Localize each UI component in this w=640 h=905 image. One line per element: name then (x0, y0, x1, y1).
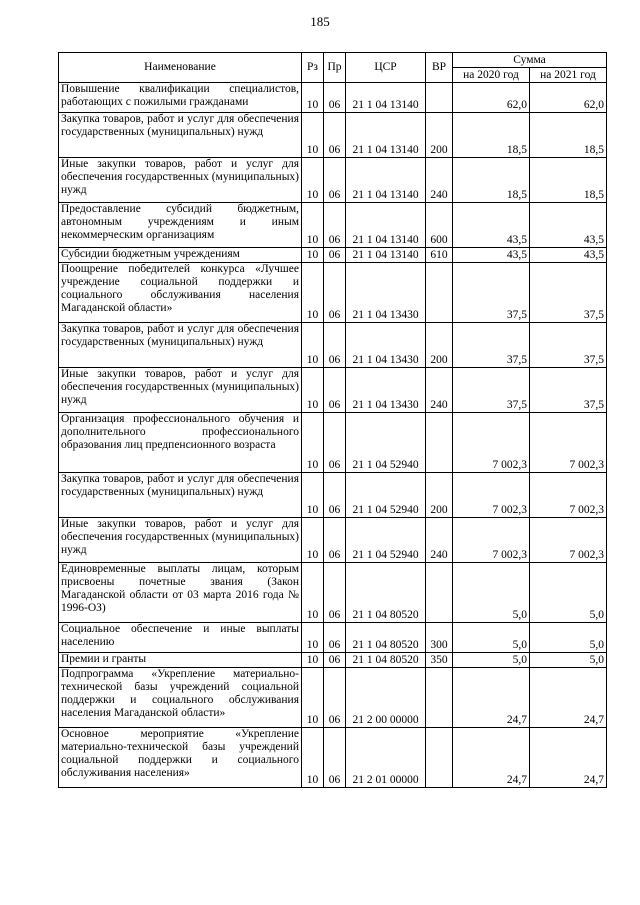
header-year-2021: на 2021 год (530, 68, 607, 83)
row-amount-2020: 7 002,3 (453, 413, 530, 473)
row-rz: 10 (302, 473, 324, 518)
row-amount-2020: 24,7 (453, 668, 530, 728)
row-pr: 06 (324, 473, 346, 518)
row-name: Иные закупки товаров, работ и услуг для обеспечения государственных (муниципальных) нужд (59, 518, 302, 563)
row-amount-2021: 24,7 (530, 668, 607, 728)
table-row (59, 413, 607, 473)
row-csr: 21 1 04 52940 (346, 473, 426, 518)
row-name: Социальное обеспечение и иные выплаты населению (59, 623, 302, 653)
row-vr: 600 (426, 203, 453, 248)
header-pr: Пр (324, 53, 346, 83)
row-name: Закупка товаров, работ и услуг для обеспечения государственных (муниципальных) нужд (59, 113, 302, 158)
row-name: Иные закупки товаров, работ и услуг для обеспечения государственных (муниципальных) нужд (59, 368, 302, 413)
row-pr: 06 (324, 413, 346, 473)
row-name: Премии и гранты (59, 653, 302, 668)
row-amount-2021: 18,5 (530, 113, 607, 158)
row-name: Основное мероприятие «Укрепление материально-технической базы учреждений социальной поддержки и социального обслуживания населения» (59, 728, 302, 788)
row-csr: 21 2 01 00000 (346, 728, 426, 788)
row-vr: 240 (426, 518, 453, 563)
row-amount-2020: 37,5 (453, 368, 530, 413)
row-vr: 240 (426, 158, 453, 203)
row-vr (426, 728, 453, 788)
row-pr: 06 (324, 263, 346, 323)
budget-table (58, 52, 607, 788)
row-pr: 06 (324, 203, 346, 248)
row-rz: 10 (302, 323, 324, 368)
row-amount-2021: 5,0 (530, 653, 607, 668)
table-row (59, 323, 607, 368)
row-rz: 10 (302, 623, 324, 653)
row-rz: 10 (302, 158, 324, 203)
row-amount-2021: 37,5 (530, 323, 607, 368)
row-amount-2021: 7 002,3 (530, 518, 607, 563)
row-pr: 06 (324, 158, 346, 203)
row-vr (426, 413, 453, 473)
header-rz: Рз (302, 53, 324, 83)
row-amount-2020: 5,0 (453, 563, 530, 623)
row-amount-2021: 62,0 (530, 83, 607, 113)
row-amount-2021: 7 002,3 (530, 413, 607, 473)
row-csr: 21 1 04 80520 (346, 623, 426, 653)
row-amount-2021: 24,7 (530, 728, 607, 788)
row-amount-2020: 7 002,3 (453, 473, 530, 518)
row-pr: 06 (324, 113, 346, 158)
row-amount-2020: 18,5 (453, 158, 530, 203)
table-row (59, 668, 607, 728)
row-csr: 21 1 04 13430 (346, 368, 426, 413)
row-csr: 21 2 00 00000 (346, 668, 426, 728)
table-row (59, 368, 607, 413)
row-csr: 21 1 04 13140 (346, 203, 426, 248)
table-row (59, 158, 607, 203)
row-amount-2021: 7 002,3 (530, 473, 607, 518)
row-csr: 21 1 04 80520 (346, 653, 426, 668)
row-amount-2021: 5,0 (530, 623, 607, 653)
table-row (59, 623, 607, 653)
header-year-2020: на 2020 год (453, 68, 530, 83)
row-vr (426, 83, 453, 113)
row-csr: 21 1 04 13140 (346, 83, 426, 113)
table-header (59, 53, 607, 83)
row-amount-2020: 37,5 (453, 263, 530, 323)
table-body (59, 83, 607, 788)
row-csr: 21 1 04 13430 (346, 263, 426, 323)
row-rz: 10 (302, 248, 324, 263)
row-vr (426, 263, 453, 323)
table-row (59, 563, 607, 623)
row-amount-2020: 43,5 (453, 248, 530, 263)
row-rz: 10 (302, 563, 324, 623)
row-name: Предоставление субсидий бюджетным, автономным учреждениям и иным некоммерческим организациям (59, 203, 302, 248)
row-vr: 300 (426, 623, 453, 653)
row-name: Иные закупки товаров, работ и услуг для обеспечения государственных (муниципальных) нужд (59, 158, 302, 203)
row-name: Повышение квалификации специалистов, работающих с пожилыми гражданами (59, 83, 302, 113)
row-pr: 06 (324, 668, 346, 728)
row-rz: 10 (302, 728, 324, 788)
row-pr: 06 (324, 653, 346, 668)
row-pr: 06 (324, 368, 346, 413)
row-vr (426, 563, 453, 623)
row-amount-2020: 24,7 (453, 728, 530, 788)
row-csr: 21 1 04 13140 (346, 158, 426, 203)
row-amount-2021: 37,5 (530, 263, 607, 323)
row-amount-2020: 5,0 (453, 623, 530, 653)
row-vr: 200 (426, 323, 453, 368)
row-amount-2021: 43,5 (530, 248, 607, 263)
row-amount-2021: 18,5 (530, 158, 607, 203)
row-rz: 10 (302, 368, 324, 413)
row-csr: 21 1 04 13140 (346, 248, 426, 263)
row-amount-2021: 5,0 (530, 563, 607, 623)
row-pr: 06 (324, 323, 346, 368)
row-name: Организация профессионального обучения и дополнительного профессионального образования лиц предпенсионного возраста (59, 413, 302, 473)
row-amount-2020: 5,0 (453, 653, 530, 668)
row-rz: 10 (302, 263, 324, 323)
row-csr: 21 1 04 52940 (346, 413, 426, 473)
row-vr: 200 (426, 473, 453, 518)
row-pr: 06 (324, 623, 346, 653)
table-row (59, 203, 607, 248)
row-pr: 06 (324, 518, 346, 563)
row-rz: 10 (302, 518, 324, 563)
row-csr: 21 1 04 80520 (346, 563, 426, 623)
row-rz: 10 (302, 413, 324, 473)
header-sum: Сумма (453, 53, 607, 68)
table-row (59, 113, 607, 158)
row-name: Закупка товаров, работ и услуг для обеспечения государственных (муниципальных) нужд (59, 473, 302, 518)
row-name: Единовременные выплаты лицам, которым присвоены почетные звания (Закон Магаданской области от 03 марта 2016 года № 1996-ОЗ) (59, 563, 302, 623)
row-csr: 21 1 04 52940 (346, 518, 426, 563)
row-pr: 06 (324, 563, 346, 623)
row-rz: 10 (302, 113, 324, 158)
row-vr: 240 (426, 368, 453, 413)
row-rz: 10 (302, 83, 324, 113)
row-vr: 350 (426, 653, 453, 668)
row-amount-2020: 37,5 (453, 323, 530, 368)
row-amount-2020: 7 002,3 (453, 518, 530, 563)
row-pr: 06 (324, 728, 346, 788)
table-row (59, 518, 607, 563)
row-csr: 21 1 04 13430 (346, 323, 426, 368)
table-row (59, 653, 607, 668)
row-name: Закупка товаров, работ и услуг для обеспечения государственных (муниципальных) нужд (59, 323, 302, 368)
row-amount-2021: 43,5 (530, 203, 607, 248)
table-row (59, 473, 607, 518)
table-row (59, 263, 607, 323)
table-row (59, 728, 607, 788)
row-amount-2020: 18,5 (453, 113, 530, 158)
page-number: 185 (310, 14, 330, 29)
row-rz: 10 (302, 203, 324, 248)
header-vr: ВР (426, 53, 453, 83)
row-vr (426, 668, 453, 728)
row-rz: 10 (302, 668, 324, 728)
row-rz: 10 (302, 653, 324, 668)
row-name: Субсидии бюджетным учреждениям (59, 248, 302, 263)
row-pr: 06 (324, 83, 346, 113)
row-pr: 06 (324, 248, 346, 263)
row-name: Подпрограмма «Укрепление материально-технической базы учреждений социальной поддержки и социального обслуживания населения Магаданской области» (59, 668, 302, 728)
row-csr: 21 1 04 13140 (346, 113, 426, 158)
header-name: Наименование (59, 53, 302, 83)
row-vr: 610 (426, 248, 453, 263)
row-amount-2020: 62,0 (453, 83, 530, 113)
row-vr: 200 (426, 113, 453, 158)
row-name: Поощрение победителей конкурса «Лучшее учреждение социальной поддержки и социального обслуживания населения Магаданской области» (59, 263, 302, 323)
table-row (59, 83, 607, 113)
row-amount-2020: 43,5 (453, 203, 530, 248)
table-row (59, 248, 607, 263)
row-amount-2021: 37,5 (530, 368, 607, 413)
header-csr: ЦСР (346, 53, 426, 83)
